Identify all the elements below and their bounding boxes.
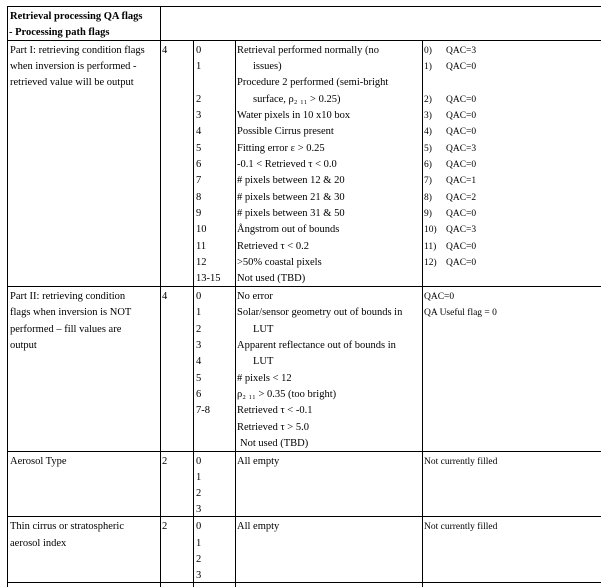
bit-value: 2 — [196, 488, 202, 499]
bit-value: 0 — [196, 456, 202, 467]
qa-value: QAC=2 — [446, 193, 477, 203]
meaning: # pixels between 12 & 20 — [237, 175, 345, 186]
column-divider — [422, 40, 423, 587]
qa-code: 10) — [424, 225, 437, 235]
column-divider — [193, 40, 194, 587]
bit-value: 3 — [196, 504, 202, 515]
bit-value: 3 — [196, 110, 202, 121]
bit-value: 1 — [196, 61, 202, 72]
row-divider — [7, 582, 601, 583]
qa-value: QAC=3 — [446, 46, 477, 56]
bit-value: 3 — [196, 570, 202, 581]
qa-code: 8) — [424, 193, 432, 203]
row-label: when inversion is performed - — [10, 61, 137, 72]
table-subtitle: - Processing path flags — [9, 27, 110, 38]
bit-value: 12 — [196, 257, 207, 268]
qa-note: QAC=0 — [424, 292, 455, 302]
meaning: # pixels < 12 — [237, 373, 292, 384]
bit-value: 1 — [196, 307, 202, 318]
meaning: Water pixels in 10 x10 box — [237, 110, 351, 121]
meaning: Procedure 2 performed (semi-bright — [237, 77, 389, 88]
meaning: LUT — [253, 324, 274, 335]
row-label: Part II: retrieving condition — [10, 291, 126, 302]
row-label: output — [10, 340, 37, 351]
qa-note: QA Useful flag = 0 — [424, 308, 497, 318]
qa-code: 1) — [424, 62, 432, 72]
bit-value: 4 — [196, 126, 202, 137]
qa-code: 6) — [424, 160, 432, 170]
qa-value: QAC=1 — [446, 176, 477, 186]
qa-value: QAC=3 — [446, 144, 477, 154]
qa-code: 5) — [424, 144, 432, 154]
bit-value: 11 — [196, 241, 207, 252]
bit-value: 2 — [196, 554, 202, 565]
bit-value: 0 — [196, 45, 202, 56]
column-divider — [235, 40, 236, 587]
qa-value: QAC=0 — [446, 62, 477, 72]
qa-value: QAC=0 — [446, 258, 477, 268]
qa-value: QAC=3 — [446, 225, 477, 235]
meaning: All empty — [237, 521, 280, 532]
bit-value: 2 — [196, 94, 202, 105]
qa-code: 4) — [424, 127, 432, 137]
bit-count: 4 — [162, 291, 168, 302]
row-label: Part I: retrieving condition flags — [10, 45, 145, 56]
meaning: Retrieved τ > 5.0 — [237, 422, 309, 433]
bit-value: 10 — [196, 224, 207, 235]
bit-value: 4 — [196, 356, 202, 367]
meaning: ρ₂ ₁₁ > 0.35 (too bright) — [237, 389, 337, 400]
bit-value: 0 — [196, 521, 202, 532]
bit-value: 3 — [196, 340, 202, 351]
meaning: Retrieved τ < 0.2 — [237, 241, 309, 252]
qa-value: QAC=0 — [446, 95, 477, 105]
meaning: surface, ρ₂ ₁₁ > 0.25) — [253, 94, 341, 105]
bit-value: 5 — [196, 373, 202, 384]
table-border — [7, 6, 8, 587]
bit-count: 4 — [162, 45, 168, 56]
qa-code: 11) — [424, 242, 437, 252]
row-label: retrieved value will be output — [10, 77, 134, 88]
meaning: Retrieved τ < -0.1 — [237, 405, 313, 416]
bit-value: 13-15 — [196, 273, 221, 284]
meaning: All empty — [237, 456, 280, 467]
bit-count: 2 — [162, 521, 168, 532]
row-label: Thin cirrus or stratospheric — [10, 521, 125, 532]
qa-value: QAC=0 — [446, 111, 477, 121]
qa-value: QAC=0 — [446, 209, 477, 219]
meaning: Fitting error ε > 0.25 — [237, 143, 325, 154]
bit-value: 1 — [196, 472, 202, 483]
bit-value: 0 — [196, 291, 202, 302]
bit-value: 9 — [196, 208, 202, 219]
qa-note: Not currently filled — [424, 457, 498, 467]
bit-value: 7-8 — [196, 405, 210, 416]
meaning: # pixels between 31 & 50 — [237, 208, 345, 219]
row-divider — [7, 516, 601, 517]
table-title: Retrieval processing QA flags — [10, 11, 143, 22]
column-divider — [160, 6, 161, 587]
meaning: Retrieval performed normally (no — [237, 45, 379, 56]
bit-value: 6 — [196, 389, 202, 400]
meaning: Apparent reflectance out of bounds in — [237, 340, 396, 351]
qa-note: Not currently filled — [424, 522, 498, 532]
meaning: Possible Cirrus present — [237, 126, 334, 137]
bit-value: 8 — [196, 192, 202, 203]
meaning: # pixels between 21 & 30 — [237, 192, 345, 203]
bit-value: 7 — [196, 175, 202, 186]
qa-code: 12) — [424, 258, 437, 268]
row-label: Aerosol Type — [10, 456, 67, 467]
row-label: aerosol index — [10, 538, 67, 549]
row-label: performed – fill values are — [10, 324, 122, 335]
bit-value: 1 — [196, 538, 202, 549]
bit-value: 2 — [196, 324, 202, 335]
qa-value: QAC=0 — [446, 127, 477, 137]
qa-value: QAC=0 — [446, 242, 477, 252]
meaning: Not used (TBD) — [237, 273, 306, 284]
meaning: No error — [237, 291, 273, 302]
bit-value: 6 — [196, 159, 202, 170]
meaning: -0.1 < Retrieved τ < 0.0 — [237, 159, 337, 170]
meaning: Solar/sensor geometry out of bounds in — [237, 307, 403, 318]
meaning: Ångstrom out of bounds — [237, 224, 340, 235]
table-border — [7, 6, 601, 7]
meaning: Not used (TBD) — [240, 438, 309, 449]
qa-code: 0) — [424, 46, 432, 56]
qa-code: 2) — [424, 95, 432, 105]
meaning: issues) — [253, 61, 282, 72]
qa-code: 9) — [424, 209, 432, 219]
qa-code: 7) — [424, 176, 432, 186]
bit-count: 2 — [162, 456, 168, 467]
bit-value: 5 — [196, 143, 202, 154]
meaning: >50% coastal pixels — [237, 257, 322, 268]
qa-code: 3) — [424, 111, 432, 121]
qa-value: QAC=0 — [446, 160, 477, 170]
meaning: LUT — [253, 356, 274, 367]
row-label: flags when inversion is NOT — [10, 307, 132, 318]
